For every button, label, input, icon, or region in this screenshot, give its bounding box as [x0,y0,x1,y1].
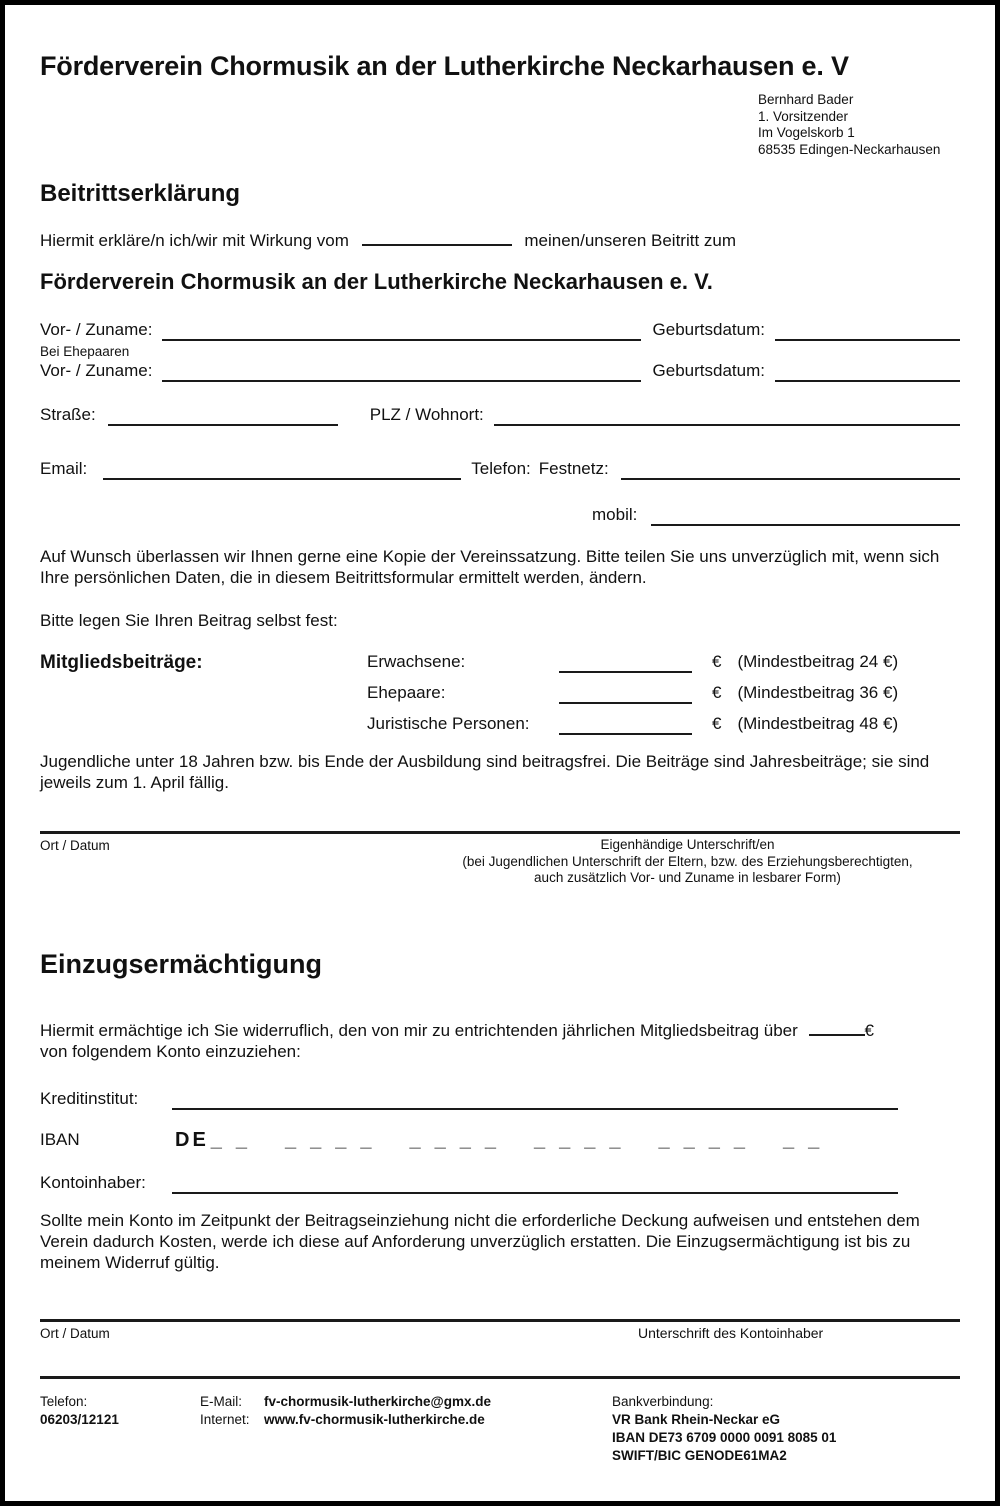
signature-caption-title: Eigenhändige Unterschrift/en [600,837,775,852]
contact-role: 1. Vorsitzender [758,108,849,124]
email-row [40,458,960,480]
city-label: PLZ / Wohnort: [369,405,484,424]
phone-label: Telefon: [471,459,531,478]
iban-row [40,1128,960,1152]
iban-blank-group-1: __ [210,1128,262,1151]
einzug-terms-paragraph: Sollte mein Konto im Zeitpunkt der Beitragseinziehung nicht die erforderliche Deckung aufweisen und entstehen dem Verein dadurch Kosten, werde ich diese auf Anforderung unverzüglich erstatten. Die Einzugsermächtigung ist bis zu meinem Widerruf gültig. [40,1210,920,1272]
birthdate-blank-2 [775,362,960,382]
footer-separator-line [40,1376,960,1379]
page-title: Förderverein Chormusik an der Lutherkirche Neckarhausen e. V [40,51,849,81]
street-blank [108,406,338,426]
place-date-label-2: Ort / Datum [40,1325,110,1341]
iban-label: IBAN [40,1129,80,1149]
email-blank [103,460,461,480]
fees-rows [367,651,960,735]
fees-heading: Mitgliedsbeiträge: [40,652,203,673]
bank-label: Kreditinstitut: [40,1088,139,1108]
footer [40,1393,960,1465]
fees-section [40,651,960,735]
fee-blank-couples [559,684,692,704]
fee-currency-couples: € [712,683,722,702]
satzung-paragraph: Auf Wunsch überlassen wir Ihnen gerne eine Kopie der Vereinssatzung. Bitte teilen Sie uns unverzüglich mit, wenn sich Ihre persönlichen Daten, die in diesem Beitrittsformular ermittelt werden, ändern. [40,547,940,587]
name-label-2: Vor- / Zuname: [40,361,153,380]
account-holder-row [40,1172,960,1194]
footer-bank-bic: SWIFT/BIC GENODE61MA2 [612,1447,787,1463]
fee-min-legal-entities: (Mindestbeitrag 48 €) [737,714,899,733]
iban-blank-group-6: __ [783,1128,834,1151]
name-blank [162,321,640,341]
signature-line-1 [40,831,960,834]
contact-address-block [758,92,960,158]
footer-web-column [200,1393,612,1465]
footer-bank-label: Bankverbindung: [612,1393,714,1409]
fee-label-legal-entities: Juristische Personen: [367,714,530,733]
footer-bank-name: VR Bank Rhein-Neckar eG [612,1411,781,1427]
fee-row-adults [367,651,960,673]
signature-block-2 [40,1319,960,1342]
contact-city: 68535 Edingen-Neckarhausen [758,141,941,157]
section-heading-einzugsermaechtigung: Einzugsermächtigung [40,948,323,979]
landline-blank [621,460,960,480]
beitrag-prompt: Bitte legen Sie Ihren Beitrag selbst fest: [40,611,338,630]
fee-currency-adults: € [712,652,722,671]
fee-blank-adults [559,653,692,673]
youth-note-paragraph: Jugendliche unter 18 Jahren bzw. bis Ende der Ausbildung sind beitragsfrei. Die Beiträge sind Jahresbeiträge; sie sind jeweils zum 1. April fällig. [40,752,930,792]
footer-email-address: fv-chormusik-lutherkirche@gmx.de [264,1393,491,1409]
fee-min-adults: (Mindestbeitrag 24 €) [737,652,899,671]
fee-blank-legal-entities [559,715,692,735]
footer-phone-number: 06203/12121 [40,1411,119,1427]
section-heading-beitrittserklaerung: Beitrittserklärung [40,180,241,207]
bank-blank [172,1090,898,1110]
contact-street: Im Vogelskorb 1 [758,125,855,140]
club-name-heading: Förderverein Chormusik an der Lutherkirche Neckarhausen e. V. [40,269,713,294]
mobile-label: mobil: [592,505,638,524]
intro-sentence [40,230,960,251]
signature-caption-note-2: auch zusätzlich Vor- und Zuname in lesbarer Form) [534,870,841,885]
city-blank [494,406,960,426]
fee-currency-legal-entities: € [712,714,722,733]
footer-email-row [200,1393,612,1411]
street-row [40,404,960,426]
footer-email-label: E-Mail: [200,1393,243,1409]
einzug-intro-line2: von folgendem Konto einzuziehen: [40,1041,301,1061]
iban-blank-group-5: ____ [658,1128,760,1151]
signature-caption-note-1: (bei Jugendlichen Unterschrift der Eltern, bzw. des Erziehungsberechtigten, [462,853,913,869]
iban-country-prefix: DE [175,1128,209,1151]
account-holder-signature-label: Unterschrift des Kontoinhaber [638,1324,824,1341]
footer-internet-label: Internet: [200,1411,250,1427]
place-date-label-1: Ort / Datum [40,838,110,853]
street-label: Straße: [40,405,96,424]
email-label: Email: [40,459,88,478]
fee-label-couples: Ehepaare: [367,683,446,702]
einzug-currency: € [864,1020,874,1040]
account-holder-label: Kontoinhaber: [40,1172,146,1192]
name-blank-2 [162,362,640,382]
effective-date-blank [362,232,512,246]
birthdate-label-2: Geburtsdatum: [652,361,765,380]
landline-label: Festnetz: [538,459,609,478]
iban-blank-group-2: ____ [285,1128,386,1151]
footer-phone-label: Telefon: [40,1393,88,1409]
einzug-intro-before: Hiermit ermächtige ich Sie widerruflich, den von mir zu entrichtenden jährlichen Mitgliedsbeitrag über [40,1020,798,1040]
amount-blank [809,1022,865,1036]
signature-line-2 [40,1319,960,1322]
fee-row-couples [367,682,960,704]
footer-phone-column [40,1393,200,1465]
name-label: Vor- / Zuname: [40,320,153,339]
birthdate-blank [775,321,960,341]
ehepaare-note: Bei Ehepaaren [40,344,130,359]
mobile-row [592,504,960,526]
signature-block-1 [40,831,960,887]
name-row-1 [40,319,960,341]
signature-labels-1 [40,837,960,887]
signature-caption-block [415,837,960,887]
birthdate-label: Geburtsdatum: [652,320,765,339]
iban-blank-group-4: ____ [534,1128,635,1151]
name-row-2 [40,360,960,382]
contact-name: Bernhard Bader [758,92,854,107]
fee-row-legal-entities [367,713,960,735]
footer-internet-row [200,1411,612,1429]
account-holder-blank [172,1174,898,1194]
intro-text-after: meinen/unseren Beitritt zum [524,231,737,250]
iban-blank-group-3: ____ [409,1128,511,1151]
bank-row [40,1088,960,1110]
footer-bank-column [612,1393,836,1465]
fee-label-adults: Erwachsene: [367,652,466,671]
einzug-intro-paragraph [40,1020,960,1062]
footer-bank-iban: IBAN DE73 6709 0000 0091 8085 01 [612,1429,837,1445]
intro-text-before: Hiermit erkläre/n ich/wir mit Wirkung vom [40,231,349,250]
mobile-blank [651,506,960,526]
fee-min-couples: (Mindestbeitrag 36 €) [737,683,899,702]
footer-website-url: www.fv-chormusik-lutherkirche.de [264,1411,485,1427]
